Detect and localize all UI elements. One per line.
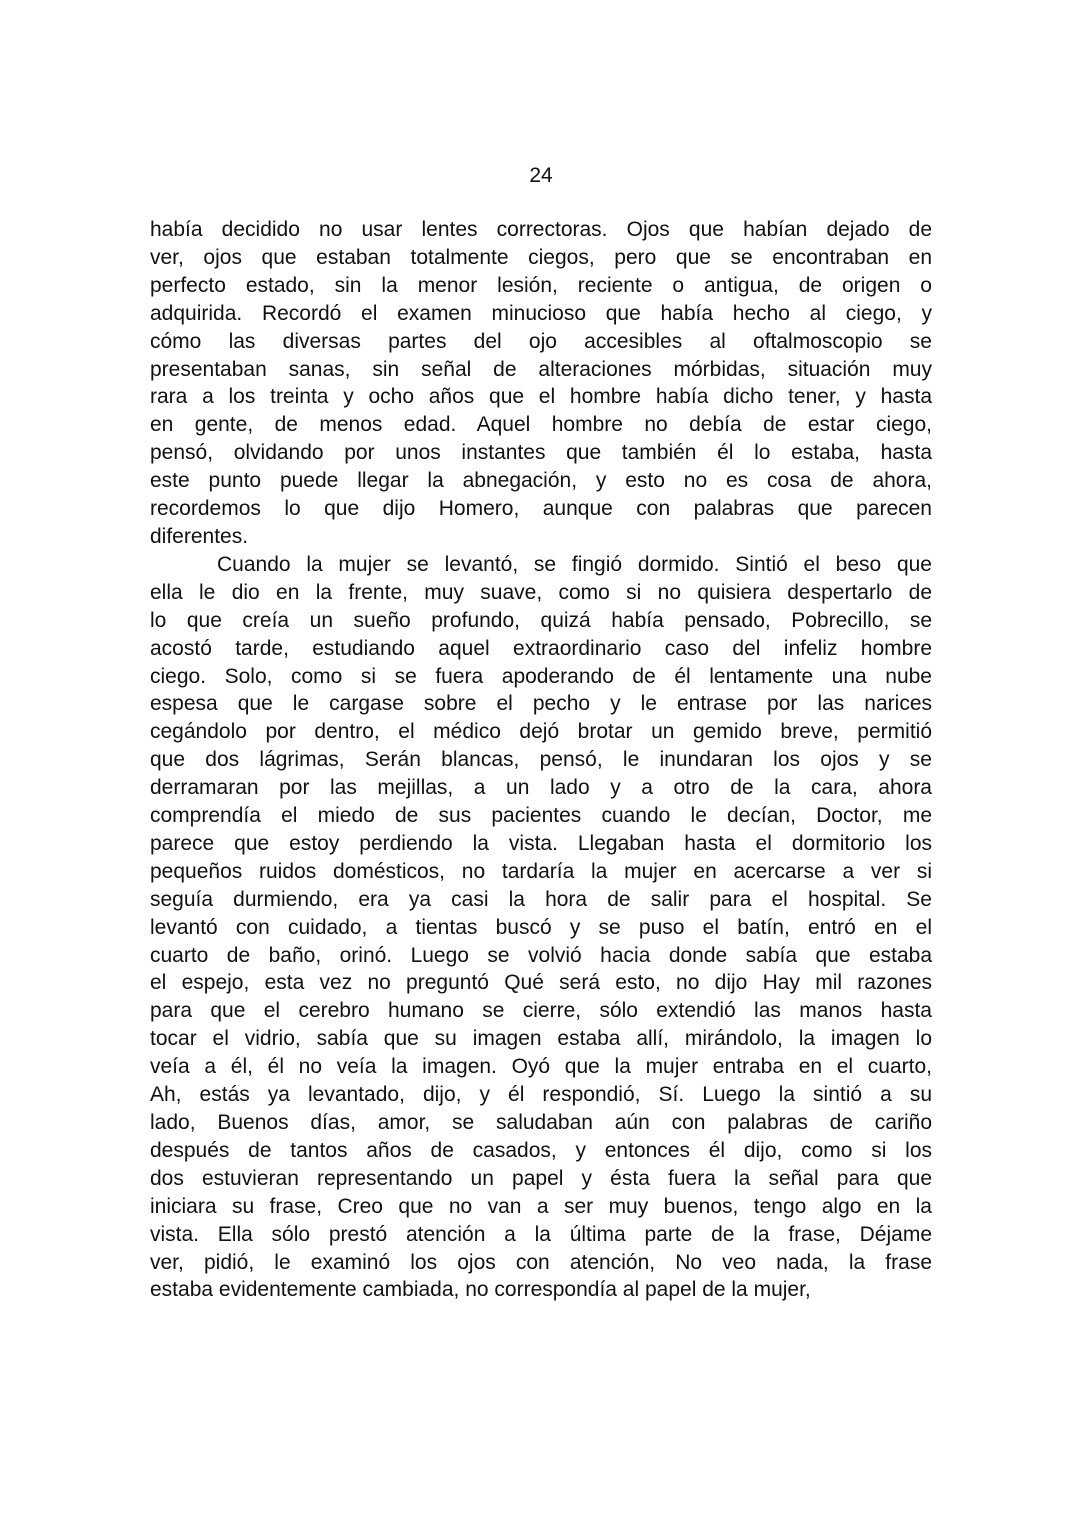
text-line: pequeños ruidos domésticos, no tardaría la mujer en acercarse a ver si (150, 859, 932, 883)
text-line: perfecto estado, sin la menor lesión, reciente o antigua, de origen o (150, 273, 932, 297)
text-line: acostó tarde, estudiando aquel extraordinario caso del infeliz hombre (150, 636, 932, 660)
text-line: ella le dio en la frente, muy suave, como si no quisiera despertarlo de (150, 580, 932, 604)
text-line: Cuando la mujer se levantó, se fingió dormido. Sintió el beso que (217, 552, 932, 576)
text-line: levantó con cuidado, a tientas buscó y se puso el batín, entró en el (150, 915, 932, 939)
text-line: ciego. Solo, como si se fuera apoderando de él lentamente una nube (150, 664, 932, 688)
text-line: lado, Buenos días, amor, se saludaban aún con palabras de cariño (150, 1111, 932, 1134)
text-line: estaba evidentemente cambiada, no correspondía al papel de la mujer, (150, 1278, 811, 1302)
text-line: veía a él, él no veía la imagen. Oyó que la mujer entraba en el cuarto, (150, 1055, 932, 1079)
text-line: parece que estoy perdiendo la vista. Llegaban hasta el dormitorio los (150, 831, 932, 855)
text-line: seguía durmiendo, era ya casi la hora de salir para el hospital. Se (150, 887, 932, 911)
text-line: ver, ojos que estaban totalmente ciegos, pero que se encontraban en (150, 245, 932, 269)
text-line: espesa que le cargase sobre el pecho y le entrase por las narices (150, 692, 932, 716)
text-line: dos estuvieran representando un papel y ésta fuera la señal para que (150, 1166, 932, 1190)
text-line: lo que creía un sueño profundo, quizá había pensado, Pobrecillo, se (150, 608, 932, 632)
text-line: adquirida. Recordó el examen minucioso que había hecho al ciego, y (150, 301, 932, 325)
text-line: presentaban sanas, sin señal de alteraciones mórbidas, situación muy (150, 357, 932, 381)
text-line: derramaran por las mejillas, a un lado y a otro de la cara, ahora (150, 776, 932, 800)
text-line: había decidido no usar lentes correctoras. Ojos que habían dejado de (150, 218, 932, 241)
text-line: para que el cerebro humano se cierre, sólo extendió las manos hasta (150, 999, 932, 1023)
paragraph-1 (150, 216, 932, 551)
text-line: tocar el vidrio, sabía que su imagen estaba allí, mirándolo, la imagen lo (150, 1027, 932, 1051)
text-line: después de tantos años de casados, y entonces él dijo, como si los (150, 1138, 932, 1162)
text-line: en gente, de menos edad. Aquel hombre no debía de estar ciego, (150, 413, 932, 437)
text-line: iniciara su frase, Creo que no van a ser muy buenos, tengo algo en la (150, 1194, 932, 1218)
text-line: ver, pidió, le examinó los ojos con atención, No veo nada, la frase (150, 1250, 932, 1274)
text-line: cegándolo por dentro, el médico dejó brotar un gemido breve, permitió (150, 720, 932, 744)
text-line: cómo las diversas partes del ojo accesibles al oftalmoscopio se (150, 329, 932, 353)
paragraph-2 (150, 551, 932, 1304)
text-line: recordemos lo que dijo Homero, aunque con palabras que parecen (150, 497, 932, 521)
text-line: que dos lágrimas, Serán blancas, pensó, le inundaran los ojos y se (150, 748, 932, 772)
text-line: rara a los treinta y ocho años que el hombre había dicho tener, y hasta (150, 385, 932, 409)
text-line: el espejo, esta vez no preguntó Qué será esto, no dijo Hay mil razones (150, 971, 932, 995)
text-line: Ah, estás ya levantado, dijo, y él respondió, Sí. Luego la sintió a su (150, 1083, 932, 1107)
page-number: 24 (529, 164, 553, 187)
text-line: vista. Ella sólo prestó atención a la última parte de la frase, Déjame (150, 1222, 932, 1246)
text-line: cuarto de baño, orinó. Luego se volvió hacia donde sabía que estaba (150, 943, 932, 967)
text-line: este punto puede llegar la abnegación, y esto no es cosa de ahora, (150, 469, 932, 493)
text-line: pensó, olvidando por unos instantes que también él lo estaba, hasta (150, 441, 932, 465)
text-line: diferentes. (150, 524, 249, 548)
body-text (150, 216, 932, 1304)
text-line: comprendía el miedo de sus pacientes cuando le decían, Doctor, me (150, 804, 932, 828)
